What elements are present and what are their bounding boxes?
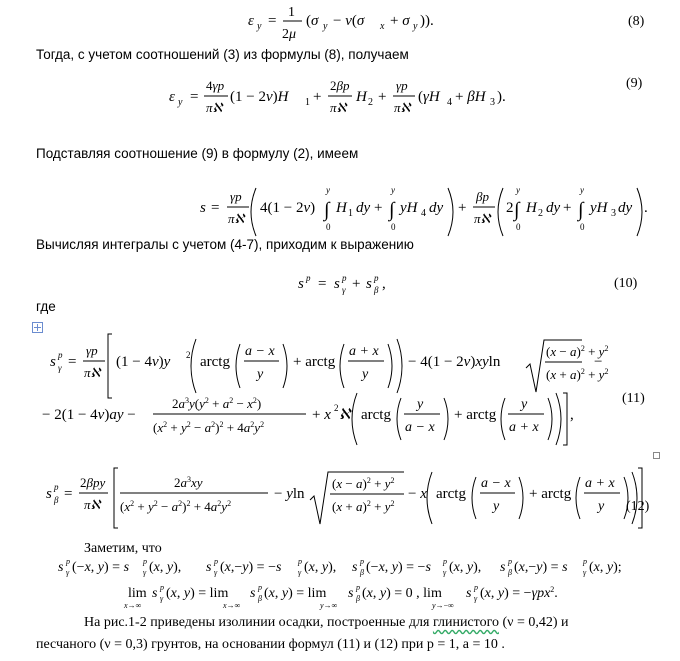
svg-text:s: s	[334, 276, 340, 292]
svg-text:πℵ: πℵ	[84, 497, 101, 512]
svg-text:2μ: 2μ	[282, 27, 297, 42]
svg-text:p: p	[583, 557, 587, 566]
svg-text:(x − a)2 + y2: $(x - a)^2 + y^2$	[546, 344, 609, 359]
svg-text:p: p	[508, 557, 512, 566]
svg-text:y: y	[178, 97, 183, 108]
svg-text:(x, y);: (x, y);	[589, 560, 622, 575]
svg-text:2: 2	[186, 350, 191, 360]
text-line-1: Тогда, с учетом соотношений (3) из формулы (8), получаем	[36, 47, 409, 62]
svg-text:2: 2	[538, 208, 543, 219]
svg-text:s: s	[352, 560, 358, 575]
svg-text:,: ,	[382, 276, 386, 292]
svg-text:s: s	[366, 276, 372, 292]
svg-text:γ: γ	[298, 568, 302, 577]
svg-text:(−x, y) = −s: (−x, y) = −s	[366, 560, 431, 575]
svg-text:x→∞: x→∞	[223, 601, 241, 610]
svg-text:1: 1	[305, 97, 310, 108]
svg-text:s: s	[50, 354, 56, 370]
svg-text:4: 4	[447, 97, 452, 108]
svg-text:+: +	[374, 200, 383, 216]
equation-11	[42, 334, 608, 445]
svg-text:p: p	[374, 273, 379, 283]
svg-text:0: 0	[580, 222, 585, 232]
svg-text:πℵ: πℵ	[84, 365, 101, 380]
svg-text:(x, y) = lim: (x, y) = lim	[264, 586, 327, 601]
svg-text:∫: ∫	[389, 199, 395, 221]
svg-text:(1 − 4ν)y: (1 − 4ν)y	[116, 354, 171, 370]
svg-text:(x, y) = lim: (x, y) = lim	[166, 586, 229, 601]
svg-text:(x + a)2 + y2: $(x + a)^2 + y^2$	[332, 499, 395, 514]
svg-text:(−x, y) = s: (−x, y) = s	[72, 560, 130, 575]
svg-text:y: y	[516, 185, 520, 195]
text-line-2: Подставляя соотношение (9) в формулу (2), имеем	[36, 146, 359, 161]
svg-text:H: H	[336, 200, 347, 216]
svg-text:2: 2	[506, 200, 514, 216]
svg-text:s: s	[500, 560, 506, 575]
svg-text:− x: − x	[408, 486, 427, 502]
svg-text:s: s	[250, 586, 256, 601]
svg-text:y: y	[326, 185, 330, 195]
text-line-4: где	[36, 299, 56, 314]
svg-text:ε: ε	[169, 89, 175, 105]
svg-text:a − x: a − x	[481, 476, 511, 491]
svg-text:γ: γ	[143, 568, 147, 577]
svg-text:H: H	[526, 200, 537, 216]
svg-text:∫: ∫	[514, 199, 520, 221]
svg-text:− yln: − yln	[274, 486, 305, 502]
text-line-6a: На рис.1-2 приведены изолинии осадки, построенные для	[84, 615, 433, 630]
text-line-7: песчаного (ν = 0,3) грунтов, на основании формул (11) и (12) при p = 1, a = 10 .	[36, 637, 505, 652]
equation-s-integral	[200, 185, 648, 236]
svg-text:γ: γ	[160, 594, 164, 603]
svg-text:− 2(1 − 4ν)ay −: − 2(1 − 4ν)ay −	[42, 407, 136, 423]
svg-text:s: s	[348, 586, 354, 601]
svg-text:arctg: arctg	[361, 407, 391, 423]
svg-text:γ: γ	[443, 568, 447, 577]
svg-text:− ν(σ: − ν(σ	[333, 13, 365, 29]
svg-text:=: =	[318, 276, 327, 292]
svg-text:s: s	[46, 486, 52, 502]
svg-text:p: p	[214, 557, 218, 566]
svg-text:(x,−y) = −s: (x,−y) = −s	[220, 560, 282, 575]
svg-text:γ: γ	[66, 568, 70, 577]
eq-number-10: (10)	[614, 276, 638, 291]
svg-text:a − x: a − x	[405, 420, 435, 435]
svg-text:)).: )).	[420, 13, 434, 29]
svg-text:(1 − 2ν)H: (1 − 2ν)H	[230, 89, 289, 105]
svg-text:+ arctg: + arctg	[454, 407, 497, 423]
svg-text:2: 2	[368, 97, 373, 108]
svg-text:(x, y) = −γpx2.: (x, y) = −γpx$^2$.	[480, 585, 558, 601]
svg-text:(γH: (γH	[418, 89, 440, 105]
svg-text:dy: dy	[546, 200, 561, 216]
svg-text:ℵ: ℵ	[339, 407, 351, 423]
svg-text:.: .	[644, 200, 648, 216]
svg-text:4: 4	[421, 208, 426, 219]
text-line-3: Вычисляя интегралы с учетом (4-7), приходим к выражению	[36, 237, 414, 252]
svg-text:∫: ∫	[324, 199, 330, 221]
svg-text:β: β	[356, 594, 360, 603]
svg-text:(x, y),: (x, y),	[304, 560, 337, 575]
svg-text:s: s	[298, 276, 304, 292]
svg-text:lim: lim	[128, 586, 147, 601]
svg-text:p: p	[443, 557, 447, 566]
svg-text:+ arctg: + arctg	[529, 486, 572, 502]
eq-number-8: (8)	[628, 14, 645, 29]
svg-text:y: y	[413, 21, 418, 32]
svg-text:=: =	[211, 200, 220, 216]
svg-text:3: 3	[611, 208, 616, 219]
svg-text:πℵ: πℵ	[474, 211, 491, 226]
svg-text:p: p	[258, 583, 262, 592]
svg-text:x: x	[380, 21, 385, 32]
svg-text:4(1 − 2ν): 4(1 − 2ν)	[260, 200, 316, 216]
svg-text:2a3y(y2 + a2 − x2): $2a^3y(y^2 + a^2 - x^2)$	[172, 396, 262, 411]
text-line-5: Заметим, что	[84, 541, 162, 556]
svg-text:p: p	[360, 557, 364, 566]
equation-9	[169, 78, 506, 115]
svg-text:γ: γ	[214, 568, 218, 577]
svg-text:p: p	[356, 583, 360, 592]
svg-text:p: p	[474, 583, 478, 592]
resize-handle[interactable]	[653, 452, 660, 459]
svg-text:s: s	[200, 200, 206, 216]
svg-text:2a3xy: $2a^3xy$	[174, 475, 203, 490]
svg-text:πℵ: πℵ	[206, 100, 223, 115]
svg-text:p: p	[66, 557, 70, 566]
svg-text:(x + a)2 + y2: $(x + a)^2 + y^2$	[546, 367, 609, 382]
equation-12	[46, 468, 642, 528]
svg-text:a + x: a + x	[585, 476, 615, 491]
equation-10	[298, 273, 386, 295]
svg-text:=: =	[190, 89, 199, 105]
svg-text:β: β	[54, 495, 59, 505]
svg-text:y: y	[362, 367, 369, 382]
svg-text:πℵ: πℵ	[330, 100, 347, 115]
svg-text:y→∞: y→∞	[320, 601, 338, 610]
svg-text:y: y	[417, 397, 424, 412]
equation-8	[248, 5, 434, 42]
svg-text:4γp: 4γp	[206, 78, 225, 93]
svg-text:yH: yH	[590, 200, 608, 216]
svg-text:s: s	[466, 586, 472, 601]
svg-text:x→∞: x→∞	[124, 601, 142, 610]
svg-text:y→−∞: y→−∞	[432, 601, 454, 610]
svg-text:H: H	[356, 89, 367, 105]
svg-text:+ σ: + σ	[390, 13, 410, 29]
svg-text:(x, y) = 0 , lim: (x, y) = 0 , lim	[362, 586, 442, 601]
svg-text:γp: γp	[230, 189, 242, 204]
svg-text:y: y	[598, 499, 605, 514]
svg-text:γ: γ	[583, 568, 587, 577]
svg-text:y: y	[493, 499, 500, 514]
svg-text:y: y	[580, 185, 584, 195]
svg-text:πℵ: πℵ	[394, 100, 411, 115]
svg-text:γp: γp	[396, 78, 408, 93]
eq-number-12: (12)	[626, 499, 650, 514]
svg-text:(x, y),: (x, y),	[149, 560, 182, 575]
svg-text:(σ: (σ	[306, 13, 319, 29]
svg-text:).: ).	[497, 89, 506, 105]
svg-text:− 4(1 − 2ν)xyln: − 4(1 − 2ν)xyln	[408, 354, 501, 370]
svg-text:arctg: arctg	[436, 486, 466, 502]
svg-text:dy: dy	[618, 200, 633, 216]
svg-text:1: 1	[288, 5, 295, 20]
svg-text:y: y	[391, 185, 395, 195]
svg-text:+: +	[352, 276, 361, 292]
svg-text:β: β	[360, 568, 364, 577]
svg-text:p: p	[54, 482, 59, 492]
svg-text:1: 1	[348, 208, 353, 219]
eq-number-9: (9)	[626, 76, 643, 91]
svg-text:+: +	[313, 89, 322, 105]
svg-text:=: =	[268, 13, 277, 29]
svg-text:y: y	[323, 21, 328, 32]
text-line-6b: глинистого	[432, 615, 499, 630]
svg-text:+: +	[378, 89, 387, 105]
svg-text:=: =	[68, 354, 77, 370]
svg-text:s: s	[58, 560, 64, 575]
eq-number-11: (11)	[622, 391, 645, 406]
svg-text:3: 3	[490, 97, 495, 108]
svg-text:a + x: a + x	[509, 420, 539, 435]
svg-text:p: p	[342, 273, 347, 283]
svg-text:0: 0	[516, 222, 521, 232]
svg-text:s: s	[152, 586, 158, 601]
svg-text:βp: βp	[476, 189, 489, 204]
svg-text:y: y	[521, 397, 528, 412]
svg-text:a + x: a + x	[349, 344, 379, 359]
svg-text:2βpy: 2βpy	[80, 475, 106, 490]
svg-text:∫: ∫	[578, 199, 584, 221]
svg-text:+: +	[458, 200, 467, 216]
svg-text:2: 2	[334, 403, 339, 413]
svg-text:+ arctg: + arctg	[293, 354, 336, 370]
svg-text:ε: ε	[248, 13, 254, 29]
svg-text:γ: γ	[474, 594, 478, 603]
svg-text:=: =	[64, 486, 73, 502]
svg-text:(x2 + y2 − a2)2 + 4a2y2: $(x^2 + y^2 - a^2)^2 + 4a^2y^2$	[120, 499, 232, 514]
svg-text:(x,−y) = s: (x,−y) = s	[514, 560, 568, 575]
svg-text:y: y	[257, 367, 264, 382]
svg-text:y: y	[257, 21, 262, 32]
svg-text:s: s	[206, 560, 212, 575]
svg-text:0: 0	[326, 222, 331, 232]
svg-text:+ βH: + βH	[455, 89, 486, 105]
svg-text:p: p	[306, 273, 311, 283]
svg-text:2βp: 2βp	[330, 78, 350, 93]
svg-text:dy: dy	[429, 200, 444, 216]
svg-text:p: p	[58, 350, 63, 360]
svg-text:γ: γ	[342, 285, 346, 295]
svg-text:πℵ: πℵ	[228, 211, 245, 226]
svg-text:dy: dy	[356, 200, 371, 216]
svg-text:arctg: arctg	[200, 354, 230, 370]
svg-text:p: p	[298, 557, 302, 566]
limit-relations	[123, 583, 558, 610]
object-anchor-icon[interactable]	[32, 322, 43, 333]
svg-text:γ: γ	[58, 363, 62, 373]
symmetry-relations	[58, 557, 622, 577]
svg-text:β: β	[508, 568, 512, 577]
text-line-6	[84, 614, 569, 632]
svg-text:γp: γp	[86, 343, 98, 358]
svg-text:p: p	[143, 557, 147, 566]
svg-text:0: 0	[391, 222, 396, 232]
svg-text:yH: yH	[400, 200, 418, 216]
svg-text:β: β	[258, 594, 262, 603]
svg-text:(x, y),: (x, y),	[449, 560, 482, 575]
svg-text:(x2 + y2 − a2)2 + 4a2y2: $(x^2 + y^2 - a^2)^2 + 4a^2y^2$	[153, 420, 265, 435]
svg-text:,: ,	[570, 407, 574, 423]
svg-text:+: +	[563, 200, 572, 216]
text-line-6c: (ν = 0,42) и	[498, 615, 569, 630]
svg-text:(x − a)2 + y2: $(x - a)^2 + y^2$	[332, 476, 395, 491]
svg-text:β: β	[374, 285, 379, 295]
svg-text:+ x: + x	[312, 407, 331, 423]
svg-text:−: −	[594, 354, 603, 370]
svg-text:p: p	[160, 583, 164, 592]
svg-text:a − x: a − x	[245, 344, 275, 359]
